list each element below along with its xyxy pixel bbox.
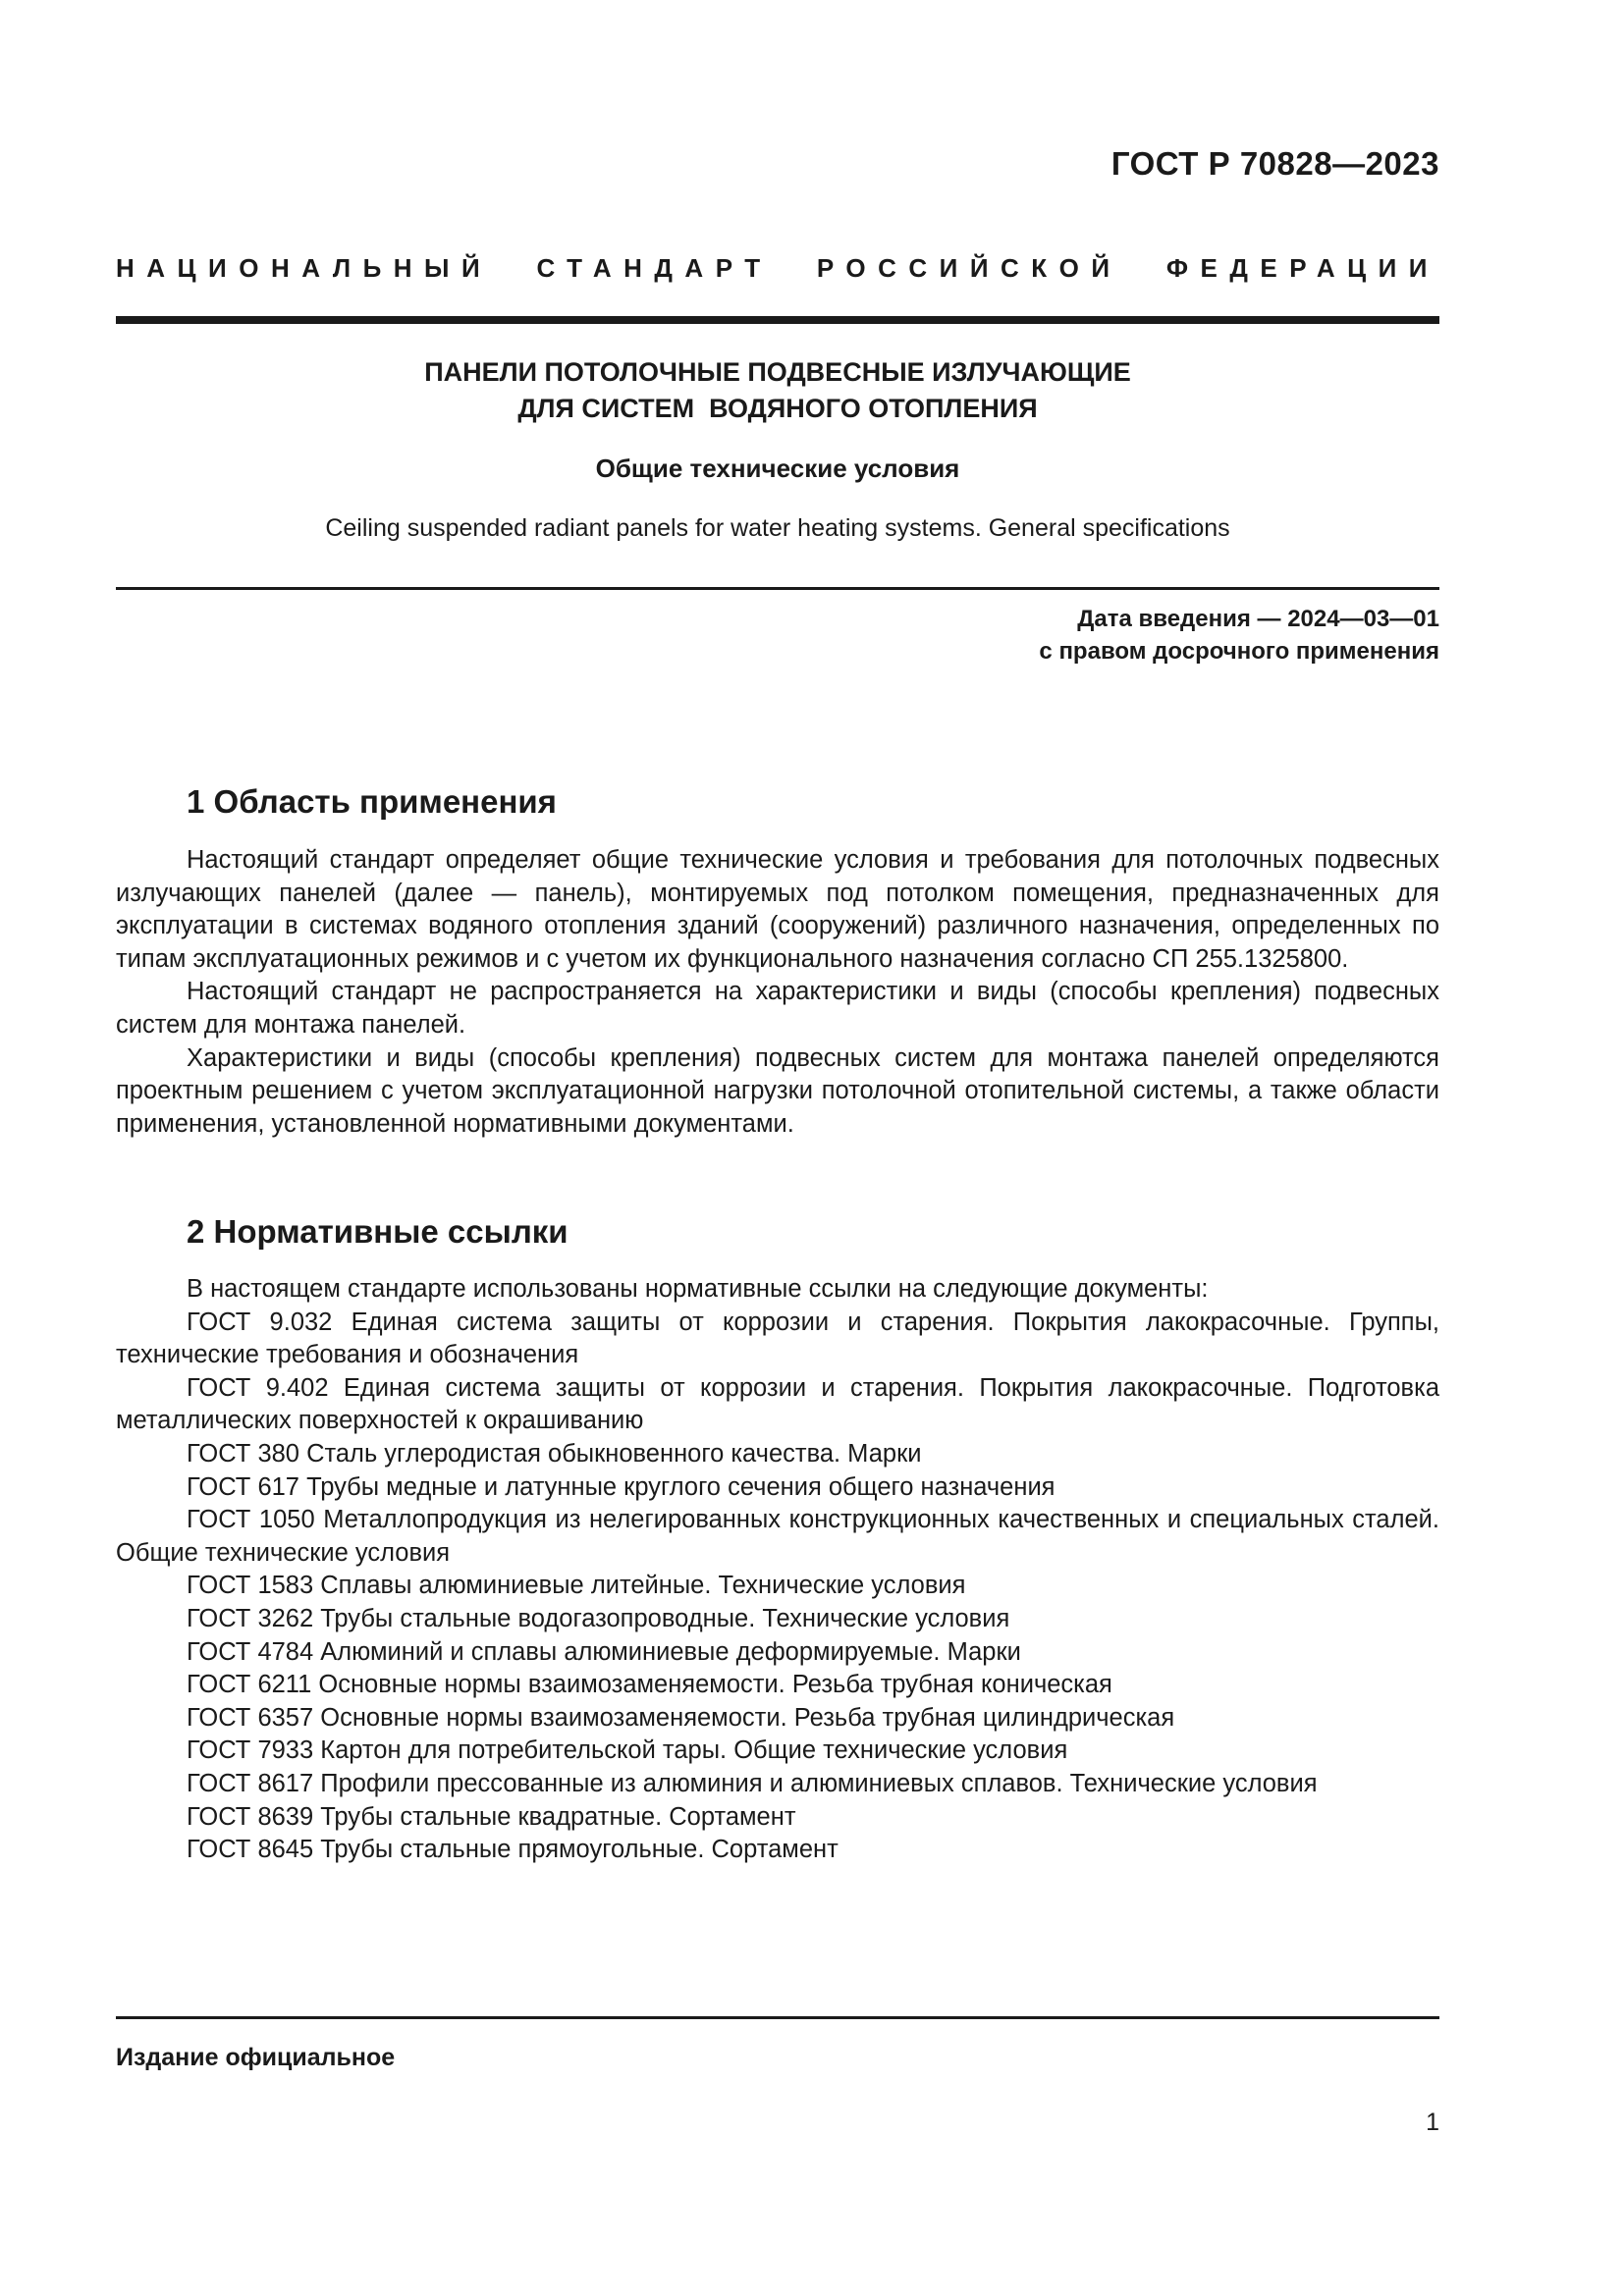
reference-item: ГОСТ 8617 Профили прессованные из алюминия и алюминиевых сплавов. Технические условия — [187, 1769, 1318, 1797]
standard-number: ГОСТ Р 70828—2023 — [1110, 145, 1439, 182]
paragraph: Настоящий стандарт не распространяется на характеристики и виды (способы крепления) подвесных систем для монтажа панелей. — [116, 978, 1439, 1039]
title-line-1: ПАНЕЛИ ПОТОЛОЧНЫЕ ПОДВЕСНЫЕ ИЗЛУЧАЮЩИЕ — [424, 357, 1131, 387]
reference-item: ГОСТ 7933 Картон для потребительской тары. Общие технические условия — [187, 1736, 1068, 1765]
reference-item: ГОСТ 9.402 Единая система защиты от коррозии и старения. Покрытия лакокрасочные. Подготовка металлических поверхностей к окрашиванию — [116, 1373, 1439, 1435]
reference-item: ГОСТ 8639 Трубы стальные квадратные. Сортамент — [187, 1802, 796, 1831]
paragraph: Настоящий стандарт определяет общие технические условия и требования для потолочных подвесных излучающих панелей (далее — панель), монтируемых под потолком помещения, предназначенных для эксплуатации в системах водяного отопления зданий (сооружений) различного назначения, определенных по типам эксплуатационных режимов и с учетом их функционального назначения согласно СП 255.1325800. — [116, 846, 1439, 973]
national-standard-word: ФЕДЕРАЦИИ — [1165, 253, 1439, 283]
english-title: Ceiling suspended radiant panels for water heating systems. General specifications — [325, 514, 1230, 542]
national-standard-word: СТАНДАРТ — [536, 253, 773, 283]
national-standard-heading — [116, 253, 1439, 284]
footer-divider — [116, 2016, 1439, 2019]
header-divider — [116, 316, 1439, 324]
section-1-body — [116, 844, 1439, 1141]
document-subtitle: Общие технические условия — [595, 454, 960, 483]
reference-item: ГОСТ 4784 Алюминий и сплавы алюминиевые деформируемые. Марки — [187, 1637, 1021, 1666]
reference-item: ГОСТ 9.032 Единая система защиты от коррозии и старения. Покрытия лакокрасочные. Группы, технические требования и обозначения — [116, 1308, 1439, 1369]
page-number: 1 — [1426, 2109, 1439, 2136]
introduction-date — [1039, 603, 1439, 667]
section-2-title: 2 Нормативные ссылки — [187, 1213, 568, 1250]
reference-item: ГОСТ 6211 Основные нормы взаимозаменяемости. Резьба трубная коническая — [187, 1671, 1112, 1699]
introduction-date-line: Дата введения — 2024—03—01 — [1077, 606, 1439, 632]
title-divider — [116, 587, 1439, 590]
title-line-2: ДЛЯ СИСТЕМ ВОДЯНОГО ОТОПЛЕНИЯ — [517, 394, 1038, 423]
reference-item: ГОСТ 8645 Трубы стальные прямоугольные. Сортамент — [187, 1836, 839, 1864]
reference-item: ГОСТ 380 Сталь углеродистая обыкновенного качества. Марки — [187, 1439, 922, 1468]
national-standard-word: РОССИЙСКОЙ — [816, 253, 1122, 283]
section-1-title: 1 Область применения — [187, 783, 557, 820]
paragraph: Характеристики и виды (способы крепления) подвесных систем для монтажа панелей определяются проектным решением с учетом эксплуатационной нагрузки потолочной отопительной системы, а также области применения, установленной нормативными документами. — [116, 1043, 1439, 1138]
national-standard-word: НАЦИОНАЛЬНЫЙ — [116, 253, 493, 283]
reference-item: ГОСТ 617 Трубы медные и латунные круглого сечения общего назначения — [187, 1472, 1056, 1501]
reference-item: ГОСТ 1583 Сплавы алюминиевые литейные. Технические условия — [187, 1572, 966, 1600]
reference-item: ГОСТ 1050 Металлопродукция из нелегированных конструкционных качественных и специальных сталей. Общие технические условия — [116, 1506, 1439, 1567]
reference-item: ГОСТ 3262 Трубы стальные водогазопроводные. Технические условия — [187, 1604, 1010, 1632]
references-lead: В настоящем стандарте использованы нормативные ссылки на следующие документы: — [187, 1275, 1209, 1303]
document-title — [116, 354, 1439, 427]
official-edition-label: Издание официальное — [116, 2044, 396, 2071]
reference-item: ГОСТ 6357 Основные нормы взаимозаменяемости. Резьба трубная цилиндрическая — [187, 1703, 1175, 1732]
normative-references — [116, 1273, 1439, 1867]
early-application-line: с правом досрочного применения — [1039, 638, 1439, 665]
